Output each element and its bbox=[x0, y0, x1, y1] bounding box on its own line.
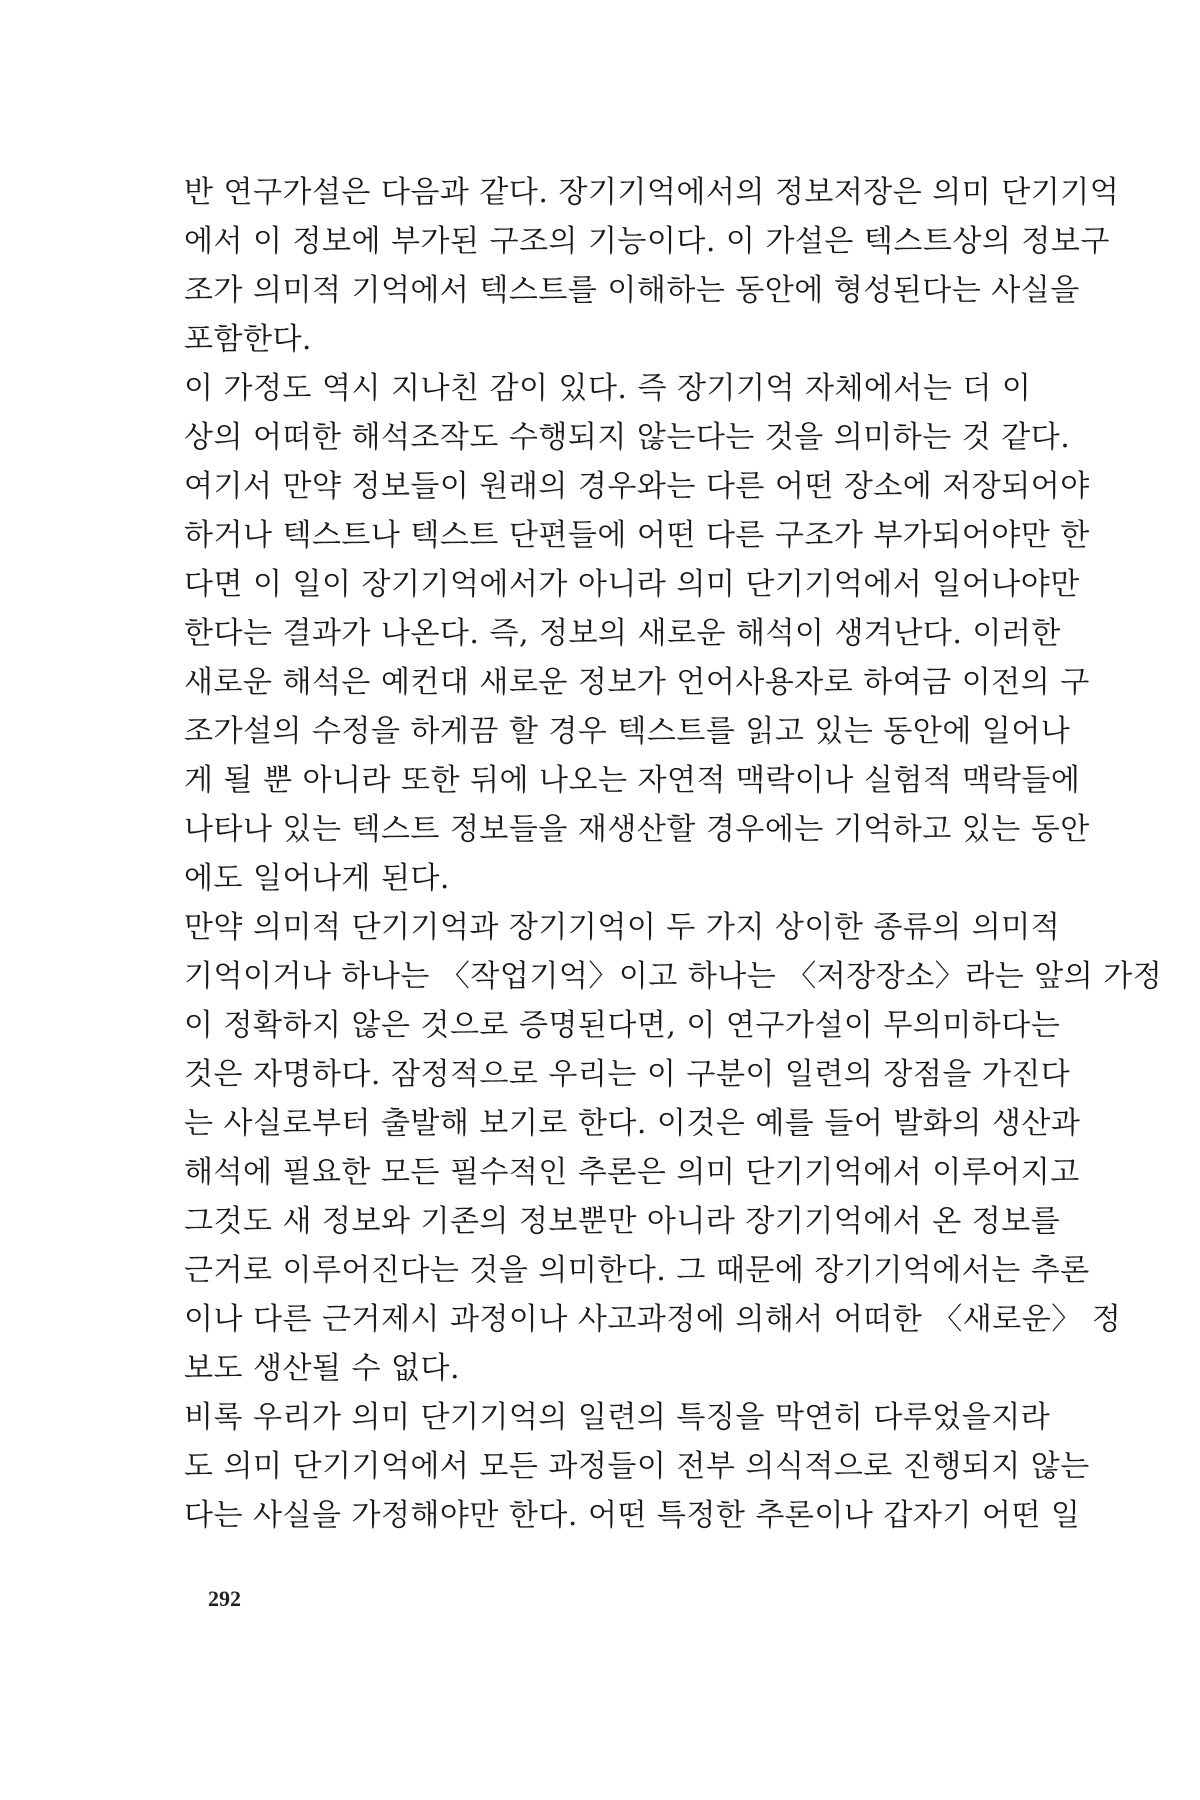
text-line: 새로운 해석은 예컨대 새로운 정보가 언어사용자로 하여금 이전의 구 bbox=[184, 665, 1090, 700]
text-line: 다면 이 일이 장기기억에서가 아니라 의미 단기기억에서 일어나야만 bbox=[184, 567, 1080, 602]
text-line: 조가 의미적 기억에서 텍스트를 이해하는 동안에 형성된다는 사실을 bbox=[184, 273, 1080, 308]
text-line: 는 사실로부터 출발해 보기로 한다. 이것은 예를 들어 발화의 생산과 bbox=[184, 1106, 1081, 1141]
text-line: 하거나 텍스트나 텍스트 단편들에 어떤 다른 구조가 부가되어야만 한 bbox=[184, 518, 1090, 553]
text-line: 도 의미 단기기억에서 모든 과정들이 전부 의식적으로 진행되지 않는 bbox=[184, 1449, 1090, 1484]
text-line: 만약 의미적 단기기억과 장기기억이 두 가지 상이한 종류의 의미적 bbox=[184, 910, 1061, 945]
text-line: 포함한다. bbox=[184, 322, 312, 357]
text-line: 기억이거나 하나는 〈작업기억〉이고 하나는 〈저장장소〉라는 앞의 가정 bbox=[184, 959, 1163, 994]
text-line: 에도 일어나게 된다. bbox=[184, 861, 450, 896]
text-line: 비록 우리가 의미 단기기억의 일련의 특징을 막연히 다루었을지라 bbox=[184, 1400, 1051, 1435]
text-line: 이 정확하지 않은 것으로 증명된다면, 이 연구가설이 무의미하다는 bbox=[184, 1008, 1061, 1043]
text-line: 상의 어떠한 해석조작도 수행되지 않는다는 것을 의미하는 것 같다. bbox=[184, 420, 1071, 455]
text-line: 한다는 결과가 나온다. 즉, 정보의 새로운 해석이 생겨난다. 이러한 bbox=[184, 616, 1061, 651]
text-line: 이 가정도 역시 지나친 감이 있다. 즉 장기기억 자체에서는 더 이 bbox=[184, 371, 1032, 406]
page-number: 292 bbox=[208, 1586, 241, 1611]
text-line: 게 될 뿐 아니라 또한 뒤에 나오는 자연적 맥락이나 실험적 맥락들에 bbox=[184, 763, 1081, 798]
text-line: 나타나 있는 텍스트 정보들을 재생산할 경우에는 기억하고 있는 동안 bbox=[184, 812, 1090, 847]
text-line: 해석에 필요한 모든 필수적인 추론은 의미 단기기억에서 이루어지고 bbox=[184, 1155, 1080, 1190]
text-line: 다는 사실을 가정해야만 한다. 어떤 특정한 추론이나 갑자기 어떤 일 bbox=[184, 1498, 1081, 1533]
text-line: 에서 이 정보에 부가된 구조의 기능이다. 이 가설은 텍스트상의 정보구 bbox=[184, 224, 1110, 259]
text-line: 여기서 만약 정보들이 원래의 경우와는 다른 어떤 장소에 저장되어야 bbox=[184, 469, 1090, 504]
text-line: 반 연구가설은 다음과 같다. 장기기억에서의 정보저장은 의미 단기기억 bbox=[184, 175, 1120, 210]
text-line: 것은 자명하다. 잠정적으로 우리는 이 구분이 일련의 장점을 가진다 bbox=[184, 1057, 1071, 1092]
text-line: 조가설의 수정을 하게끔 할 경우 텍스트를 읽고 있는 동안에 일어나 bbox=[184, 714, 1071, 749]
body-text bbox=[184, 168, 1163, 1540]
text-line: 그것도 새 정보와 기존의 정보뿐만 아니라 장기기억에서 온 정보를 bbox=[184, 1204, 1061, 1239]
text-line: 이나 다른 근거제시 과정이나 사고과정에 의해서 어떠한 〈새로운〉 정 bbox=[184, 1302, 1122, 1337]
text-line: 보도 생산될 수 없다. bbox=[184, 1351, 460, 1386]
text-line: 근거로 이루어진다는 것을 의미한다. 그 때문에 장기기억에서는 추론 bbox=[184, 1253, 1090, 1288]
